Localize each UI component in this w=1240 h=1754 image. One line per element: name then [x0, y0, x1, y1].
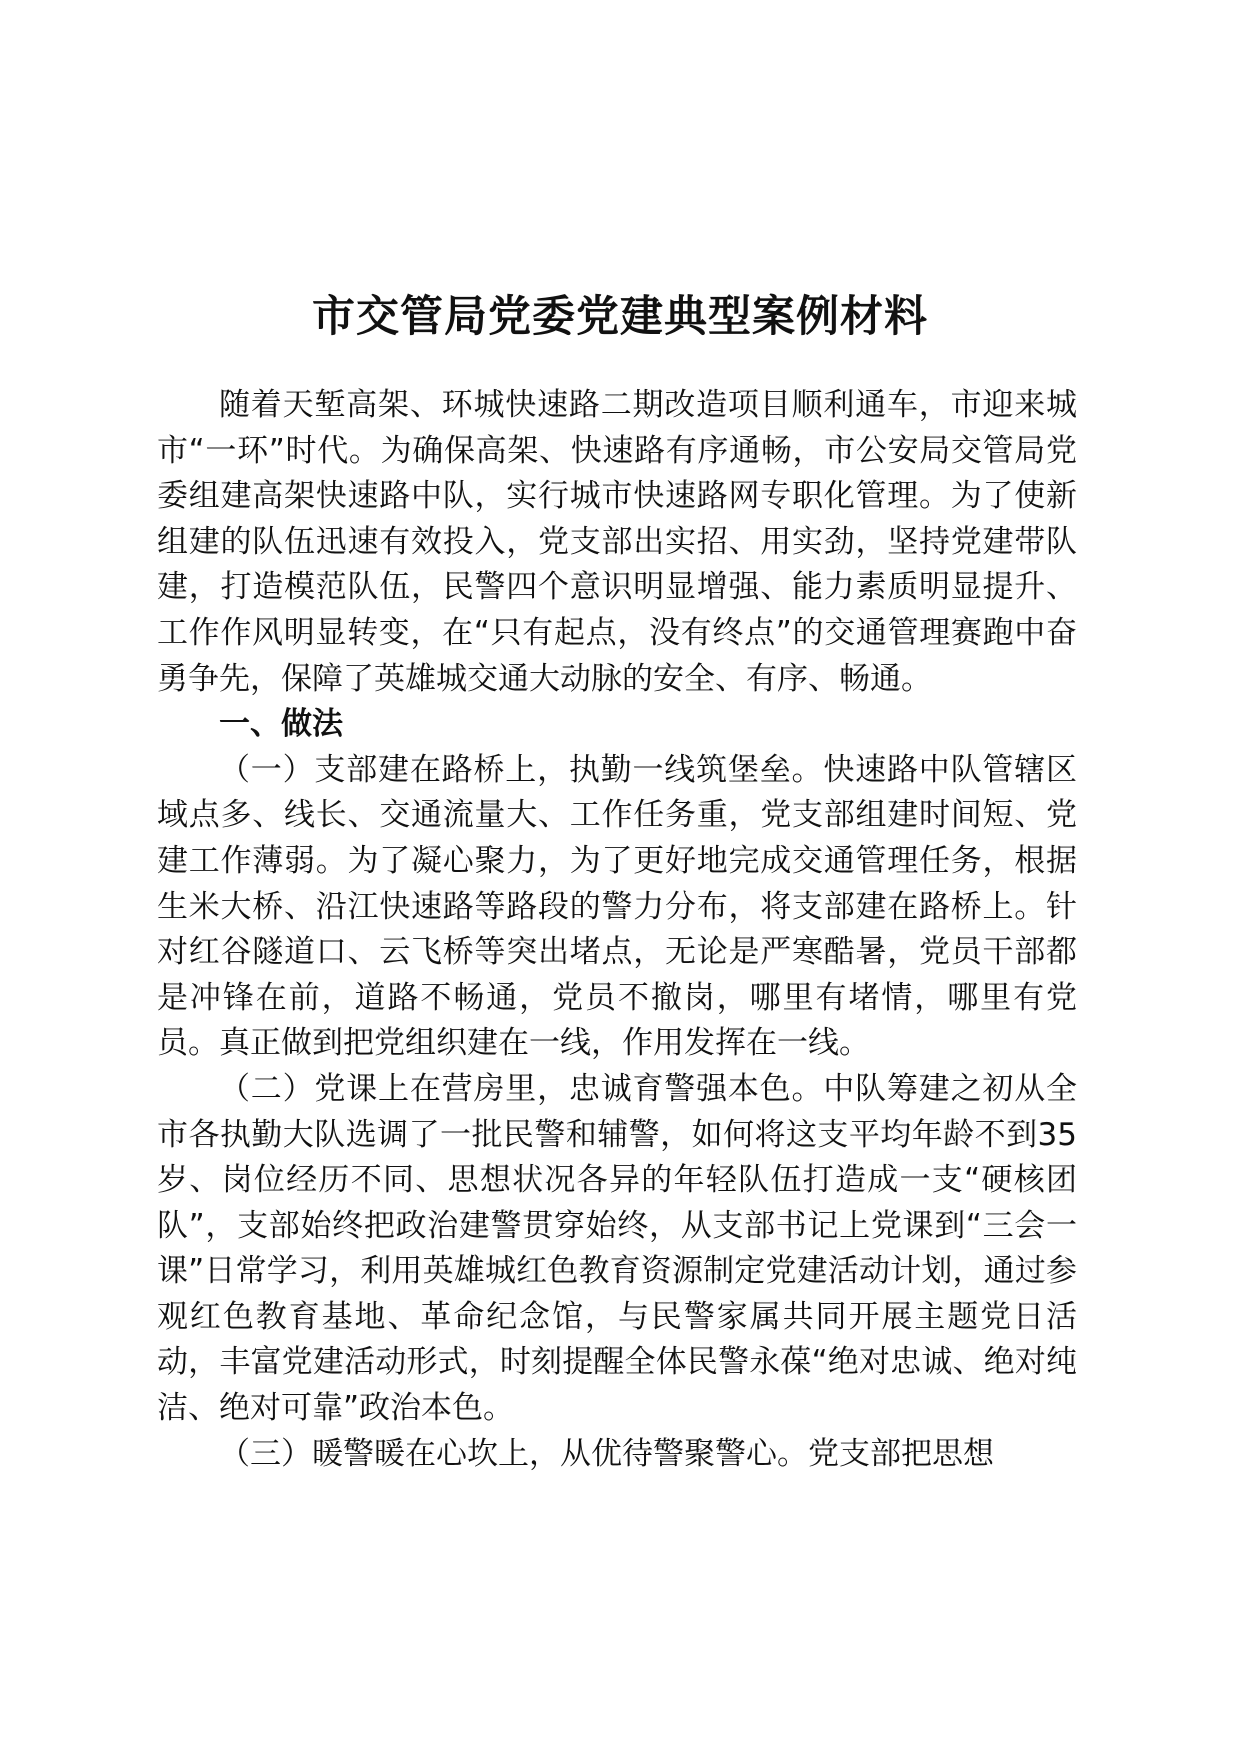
paragraph-2: （二）党课上在营房里，忠诚育警强本色。中队筹建之初从全市各执勤大队选调了一批民警和辅警，如何将这支平均年龄不到35岁、岗位经历不同、思想状况各异的年轻队伍打造成一支“硬核团队”，支部始终把政治建警贯穿始终，从支部书记上党课到“三会一课”日常学习，利用英雄城红色教育资源制定党建活动计划，通过参观红色教育基地、革命纪念馆，与民警家属共同开展主题党日活动，丰富党建活动形式，时刻提醒全体民警永葆“绝对忠诚、绝对纯洁、绝对可靠”政治本色。 [157, 1070, 1077, 1427]
document-body [157, 383, 1077, 1477]
paragraph-1: （一）支部建在路桥上，执勤一线筑堡垒。快速路中队管辖区域点多、线长、交通流量大、工作任务重，党支部组建时间短、党建工作薄弱。为了凝心聚力，为了更好地完成交通管理任务，根据生米大桥、沿江快速路等路段的警力分布，将支部建在路桥上。针对红谷隧道口、云飞桥等突出堵点，无论是严寒酷暑，党员干部都是冲锋在前，道路不畅通，党员不撤岗，哪里有堵情，哪里有党员。真正做到把党组织建在一线，作用发挥在一线。 [157, 751, 1077, 1062]
paragraph-3: （三）暖警暖在心坎上，从优待警聚警心。党支部把思想 [219, 1435, 994, 1472]
section-heading: 一、做法 [219, 706, 343, 743]
intro-paragraph: 随着天堑高架、环城快速路二期改造项目顺利通车，市迎来城市“一环”时代。为确保高架、快速路有序通畅，市公安局交管局党委组建高架快速路中队，实行城市快速路网专职化管理。为了使新组建的队伍迅速有效投入，党支部出实招、用实劲，坚持党建带队建，打造模范队伍，民警四个意识明显增强、能力素质明显提升、工作作风明显转变，在“只有起点，没有终点”的交通管理赛跑中奋勇争先，保障了英雄城交通大动脉的安全、有序、畅通。 [157, 387, 1077, 697]
document-title: 市交管局党委党建典型案例材料 [312, 291, 928, 342]
